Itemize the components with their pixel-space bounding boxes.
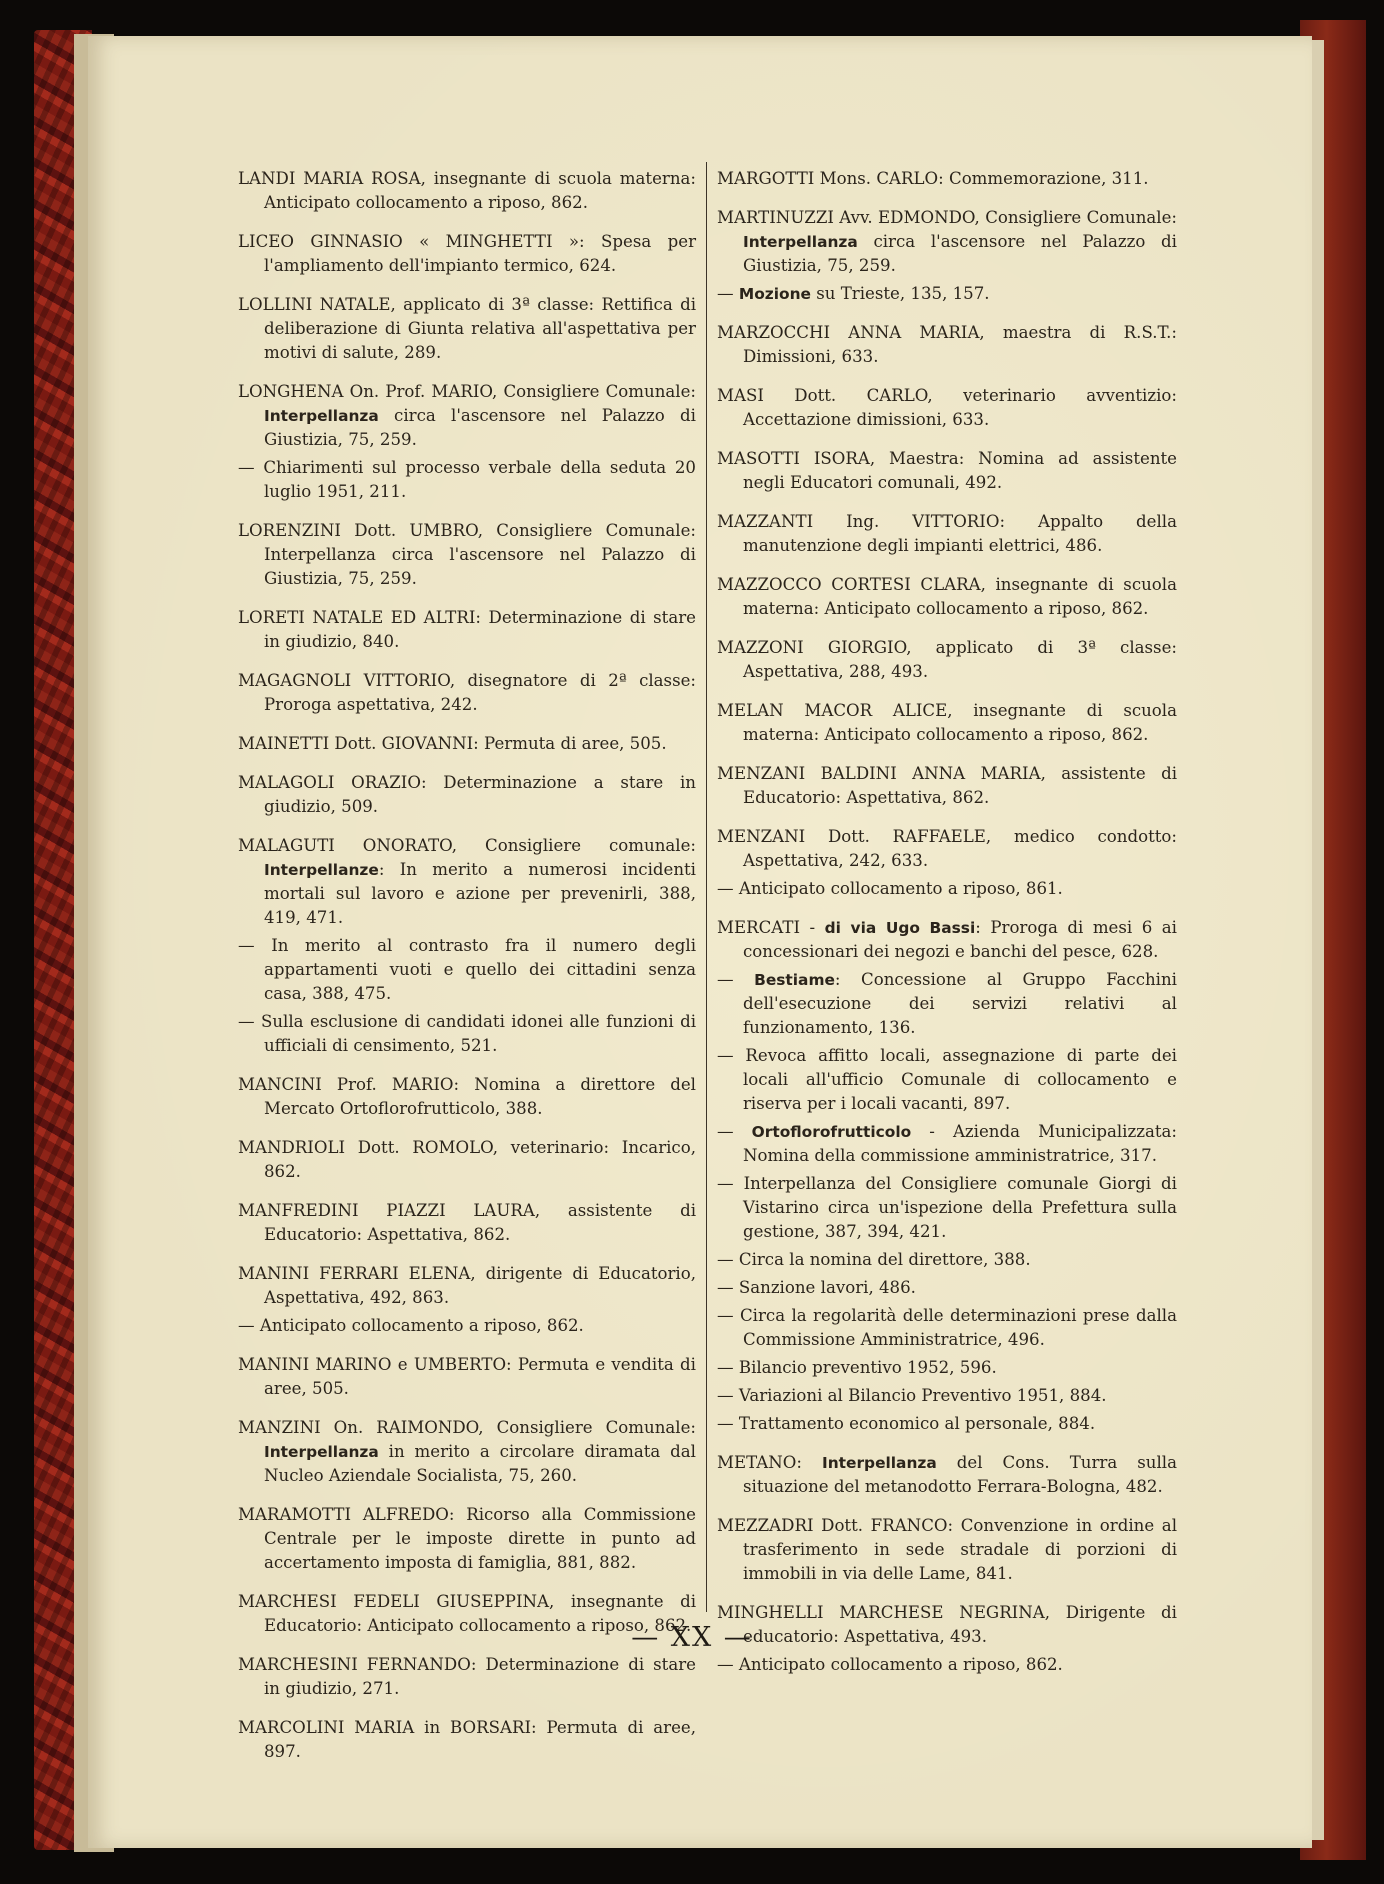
entry-text: circa l'ascensore nel Palazzo di Giustizia, 75, 259. xyxy=(743,232,1177,275)
index-entry: MEZZADRI Dott. FRANCO: Convenzione in ordine al trasferimento in sede stradale di porzioni di immobili in via delle Lame, 841. xyxy=(717,1516,1177,1583)
index-subentry: — Circa la nomina del direttore, 388. xyxy=(717,1250,1031,1269)
index-entry: MELAN MACOR ALICE, insegnante di scuola materna: Anticipato collocamento a riposo, 862. xyxy=(717,701,1177,744)
index-subentry: — Anticipato collocamento a riposo, 862. xyxy=(717,1655,1063,1674)
entry-text: del Cons. Turra sulla situazione del metanodotto Ferrara-Bologna, 482. xyxy=(743,1453,1177,1496)
index-subentry: — Anticipato collocamento a riposo, 861. xyxy=(717,879,1063,898)
entry-text: MALAGUTI ONORATO, Consigliere comunale: xyxy=(238,836,696,855)
index-entry: MANINI MARINO e UMBERTO: Permuta e vendita di aree, 505. xyxy=(238,1355,696,1398)
index-entry: MALAGOLI ORAZIO: Determinazione a stare in giudizio, 509. xyxy=(238,773,696,816)
index-subentry: — In merito al contrasto fra il numero degli appartamenti vuoti e quello dei cittadini senza casa, 388, 475. xyxy=(238,936,696,1003)
index-entry: MARGOTTI Mons. CARLO: Commemorazione, 311. xyxy=(717,169,1149,188)
index-entry: MENZANI Dott. RAFFAELE, medico condotto: Aspettativa, 242, 633. xyxy=(717,827,1177,870)
entry-keyword: Interpellanza xyxy=(264,1443,379,1461)
entry-text: - Azienda Municipalizzata: Nomina della commissione amministratrice, 317. xyxy=(743,1122,1178,1165)
entry-text: METANO: xyxy=(717,1453,822,1472)
index-entry: LICEO GINNASIO « MINGHETTI »: Spesa per l'ampliamento dell'impianto termico, 624. xyxy=(238,232,696,275)
entry-text: — xyxy=(717,284,739,303)
entry-text: : Proroga di mesi 6 ai concessionari dei negozi e banchi del pesce, 628. xyxy=(743,918,1177,961)
page-number: — XX — xyxy=(631,1622,753,1653)
entry-text: MANZINI On. RAIMONDO, Consigliere Comunale: xyxy=(238,1418,696,1437)
index-entry xyxy=(717,916,1177,964)
entry-text: circa l'ascensore nel Palazzo di Giustizia, 75, 259. xyxy=(264,406,696,449)
index-subentry xyxy=(717,968,1177,1040)
index-entry xyxy=(238,1416,696,1488)
index-entry: MARCHESINI FERNANDO: Determinazione di stare in giudizio, 271. xyxy=(238,1655,696,1698)
index-subentry: — Sanzione lavori, 486. xyxy=(717,1278,916,1297)
index-entry: MINGHELLI MARCHESE NEGRINA, Dirigente di educatorio: Aspettativa, 493. xyxy=(717,1603,1177,1646)
index-entry: LORENZINI Dott. UMBRO, Consigliere Comunale: Interpellanza circa l'ascensore nel Palazzo di Giustizia, 75, 259. xyxy=(238,521,696,588)
index-entry: LORETI NATALE ED ALTRI: Determinazione di stare in giudizio, 840. xyxy=(238,608,696,651)
entry-keyword: Interpellanza xyxy=(743,233,858,251)
index-subentry: — Chiarimenti sul processo verbale della seduta 20 luglio 1951, 211. xyxy=(238,458,696,501)
entry-text: LONGHENA On. Prof. MARIO, Consigliere Comunale: xyxy=(238,382,696,401)
entry-keyword: di via Ugo Bassi xyxy=(824,919,976,937)
index-entry: MANDRIOLI Dott. ROMOLO, veterinario: Incarico, 862. xyxy=(238,1138,696,1181)
index-entry: MAZZOCCO CORTESI CLARA, insegnante di scuola materna: Anticipato collocamento a riposo, 862. xyxy=(717,575,1177,618)
index-entry: MARAMOTTI ALFREDO: Ricorso alla Commissione Centrale per le imposte dirette in punto ad accertamento imposta di famiglia, 881, 882. xyxy=(238,1505,696,1572)
entry-text: : In merito a numerosi incidenti mortali sul lavoro e azione per prevenirli, 388, 419, 471. xyxy=(264,860,696,927)
index-entry: MASI Dott. CARLO, veterinario avventizio: Accettazione dimissioni, 633. xyxy=(717,386,1177,429)
index-subentry: — Circa la regolarità delle determinazioni prese dalla Commissione Amministratrice, 496. xyxy=(717,1306,1177,1349)
index-entry: LOLLINI NATALE, applicato di 3ª classe: Rettifica di deliberazione di Giunta relativa all'aspettativa per motivi di salute, 289. xyxy=(238,295,696,362)
entry-keyword: Interpellanze xyxy=(264,861,379,879)
entry-text: MARTINUZZI Avv. EDMONDO, Consigliere Comunale: xyxy=(717,208,1177,227)
index-subentry: — Revoca affitto locali, assegnazione di parte dei locali all'ufficio Comunale di collocamento e riserva per i locali vacanti, 897. xyxy=(717,1046,1177,1113)
entry-keyword: Ortoflorofrutticolo xyxy=(751,1123,912,1141)
left-column xyxy=(238,167,696,1779)
index-entry: MANFREDINI PIAZZI LAURA, assistente di Educatorio: Aspettativa, 862. xyxy=(238,1201,696,1244)
index-entry xyxy=(717,1451,1177,1499)
index-entry xyxy=(238,834,696,930)
index-subentry xyxy=(717,1120,1177,1168)
entry-text: in merito a circolare diramata dal Nucleo Aziendale Socialista, 75, 260. xyxy=(264,1442,696,1485)
index-entry: MANCINI Prof. MARIO: Nomina a direttore del Mercato Ortoflorofrutticolo, 388. xyxy=(238,1075,696,1118)
index-entry: MARZOCCHI ANNA MARIA, maestra di R.S.T.: Dimissioni, 633. xyxy=(717,323,1177,366)
entry-text: MERCATI - xyxy=(717,918,825,937)
entry-keyword: Mozione xyxy=(738,285,811,303)
entry-text: — xyxy=(717,1122,752,1141)
index-subentry: — Trattamento economico al personale, 884. xyxy=(717,1414,1096,1433)
index-entry: MAINETTI Dott. GIOVANNI: Permuta di aree, 505. xyxy=(238,734,667,753)
index-entry: MASOTTI ISORA, Maestra: Nomina ad assistente negli Educatori comunali, 492. xyxy=(717,449,1177,492)
index-entry xyxy=(238,380,696,452)
index-entry: MAZZONI GIORGIO, applicato di 3ª classe: Aspettativa, 288, 493. xyxy=(717,638,1177,681)
index-entry: MARCHESI FEDELI GIUSEPPINA, insegnante di Educatorio: Anticipato collocamento a riposo, 862. xyxy=(238,1592,696,1635)
index-entry: MANINI FERRARI ELENA, dirigente di Educatorio, Aspettativa, 492, 863. xyxy=(238,1264,696,1307)
index-entry xyxy=(717,206,1177,278)
entry-text: su Trieste, 135, 157. xyxy=(810,284,990,303)
index-entry: MAGAGNOLI VITTORIO, disegnatore di 2ª classe: Proroga aspettativa, 242. xyxy=(238,671,696,714)
index-subentry: — Variazioni al Bilancio Preventivo 1951, 884. xyxy=(717,1386,1107,1405)
index-entry: MARCOLINI MARIA in BORSARI: Permuta di aree, 897. xyxy=(238,1718,696,1761)
entry-keyword: Interpellanza xyxy=(264,407,379,425)
index-entry: MENZANI BALDINI ANNA MARIA, assistente di Educatorio: Aspettativa, 862. xyxy=(717,764,1177,807)
index-subentry: — Bilancio preventivo 1952, 596. xyxy=(717,1358,997,1377)
entry-text: : Concessione al Gruppo Facchini dell'esecuzione dei servizi relativi al funzionamento, 136. xyxy=(743,970,1177,1037)
index-subentry: — Interpellanza del Consigliere comunale Giorgi di Vistarino circa un'ispezione della Prefettura sulla gestione, 387, 394, 421. xyxy=(717,1174,1177,1241)
entry-text: — xyxy=(717,970,755,989)
index-subentry xyxy=(717,282,1177,306)
index-entry: MAZZANTI Ing. VITTORIO: Appalto della manutenzione degli impianti elettrici, 486. xyxy=(717,512,1177,555)
index-subentry: — Anticipato collocamento a riposo, 862. xyxy=(238,1316,584,1335)
index-subentry: — Sulla esclusione di candidati idonei alle funzioni di ufficiali di censimento, 521. xyxy=(238,1012,696,1055)
column-divider xyxy=(706,162,707,1612)
right-column xyxy=(717,167,1177,1692)
index-entry: LANDI MARIA ROSA, insegnante di scuola materna: Anticipato collocamento a riposo, 862. xyxy=(238,169,696,212)
entry-keyword: Bestiame xyxy=(754,971,835,989)
entry-keyword: Interpellanza xyxy=(821,1454,937,1472)
